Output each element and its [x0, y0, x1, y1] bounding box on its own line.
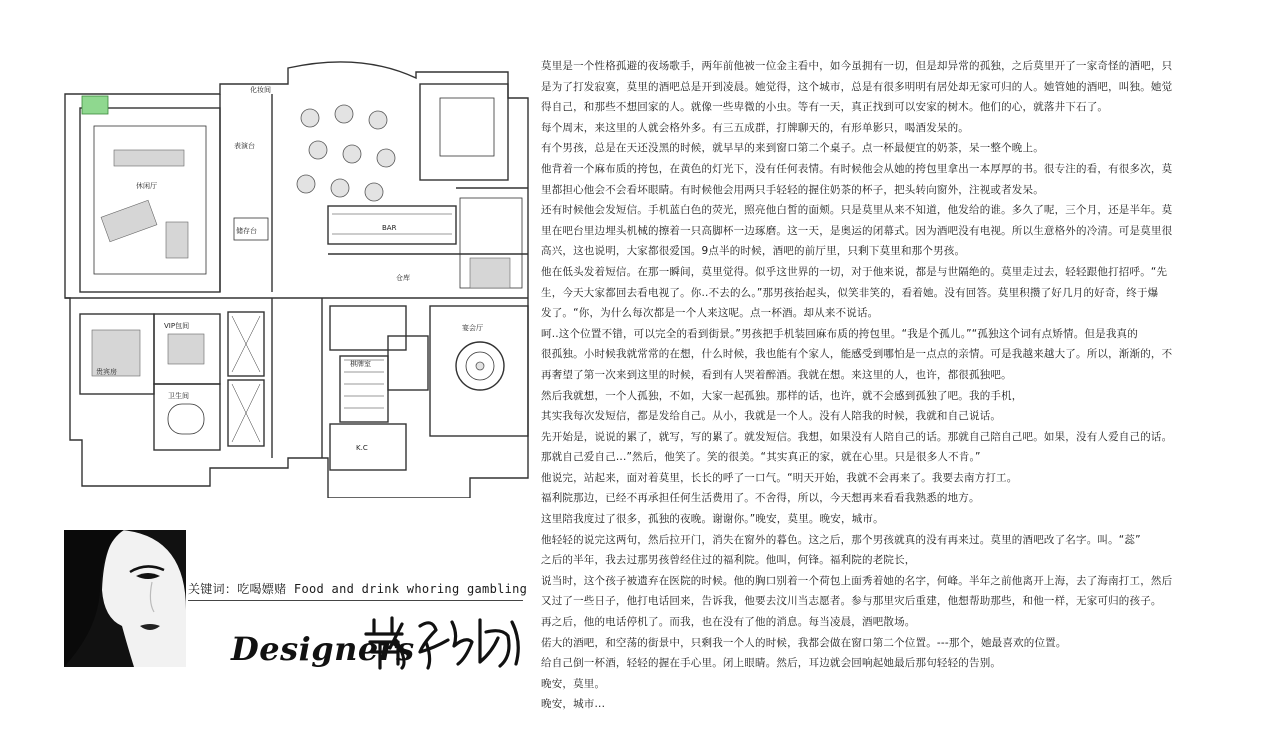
story-line: 生，今天大家都回去看电视了。你..不去的么。”那男孩抬起头，似笑非笑的，看着她。没有回答。莫里积攒了好几月的好奇，终于爆 [541, 286, 1159, 299]
story-line: 说当时，这个孩子被遗弃在医院的时候。他的胸口别着一个荷包上面秀着她的名字，何峰。半年之前他离开上海，去了海南打工，然后 [541, 574, 1173, 587]
room-label-warehouse: 仓库 [396, 274, 410, 282]
designer-signature [362, 612, 527, 670]
story-line: 那就自己爱自己...”然后，他笑了。笑的很美。“其实真正的家，就在心里。只是很多人不肯。” [541, 451, 981, 464]
room-label-vip-room: 贵宾房 [96, 368, 117, 376]
room-label-kitchen: K.C [356, 444, 368, 452]
story-line: 福利院那边，已经不再承担任何生活费用了。不舍得，所以，今天想再来看看我熟悉的地方。 [541, 492, 980, 505]
story-line: 很孤独。小时候我就常常的在想，什么时候，我也能有个家人，能感受到哪怕是一点点的亲情。可是我越来越大了。所以，渐渐的，不 [541, 348, 1173, 361]
story-line: 发了。“你，为什么每次都是一个人来这呢。点一杯酒。却从来不说话。 [541, 307, 879, 320]
keywords-line: 关键词：吃喝嫖赌 Food and drink whoring gambling [188, 582, 528, 596]
room-label-bar: BAR [382, 224, 397, 232]
story-line: 再之后，他的电话停机了。而我，也在没有了他的消息。每当凌晨，酒吧散场。 [541, 616, 916, 629]
portrait-image [64, 530, 186, 667]
story-line: 其实我每次发短信，都是发给自己。从小，我就是一个人。没有人陪我的时候，我就和自己说话。 [541, 410, 1002, 423]
story-line: 莫里是一个性格孤避的夜场歌手，两年前他被一位金主看中，如今虽拥有一切，但是却异常的孤独，之后莫里开了一家奇怪的酒吧，只 [541, 60, 1173, 72]
story-line: 里在吧台里边埋头机械的擦着一只高脚杯一边琢磨。这一天，是奥运的闭幕式。因为酒吧没有电视。所以生意格外的冷清。可是莫里很 [541, 224, 1173, 237]
room-label-storage: 储存台 [236, 227, 257, 235]
story-line: 呵..这个位置不错，可以完全的看到街景。”男孩把手机装回麻布质的挎包里。“我是个孤儿。”“孤独这个词有点矫情。但是我真的 [541, 327, 1138, 340]
story-line: 每个周末，来这里的人就会格外多。有三五成群，打牌聊天的，有形单影只，喝酒发呆的。 [541, 121, 969, 134]
story-line: 晚安，莫里。 [541, 677, 606, 690]
room-label-vip-box: VIP包间 [164, 322, 190, 330]
story-line: 他在低头发着短信。在那一瞬间，莫里觉得。似乎这世界的一切，对于他来说，都是与世隔绝的。莫里走过去，轻轻跟他打招呼。“先 [541, 265, 1168, 278]
keywords-divider [188, 600, 523, 601]
story-line: 他背着一个麻布质的挎包，在黄色的灯光下，没有任何表情。有时候他会从她的挎包里拿出一本厚厚的书。很专注的看，有很多次，莫 [541, 162, 1173, 175]
story-line: 得自己，和那些不想回家的人。就像一些卑微的小虫。等有一天，真正找到可以安家的树木。他们的心，就落井下石了。 [541, 101, 1109, 114]
room-label-private-room: 棋牌室 [350, 360, 371, 368]
story-line: 又过了一些日子，他打电话回来，告诉我，他要去汶川当志愿者。参与那里灾后重建，他想帮助那些，和他一样，无家可归的孩子。 [541, 595, 1162, 608]
story-line: 里都担心他会不会看坏眼睛。有时候他会用两只手轻轻的握住奶茶的杯子，把头转向窗外，注视或者发呆。 [541, 183, 1044, 196]
story-line: 之后的半年，我去过那男孩曾经住过的福利院。他叫，何锋。福利院的老院长， [541, 554, 916, 567]
designers-label: Designers [231, 630, 415, 668]
story-line: 他轻轻的说完这两句，然后拉开门，消失在窗外的暮色。这之后，那个男孩就真的没有再来过。莫里的酒吧改了名字。叫。“蕊” [541, 533, 1141, 546]
room-label-lounge: 休闲厅 [136, 182, 157, 190]
story-line: 晚安，城市... [541, 698, 606, 711]
floor-plan [60, 58, 530, 498]
story-line: 偌大的酒吧，和空荡的街景中，只剩我一个人的时候，我都会做在窗口第二个位置。---那个，她最喜欢的位置。 [541, 636, 1067, 649]
story-line: 还有时候他会发短信。手机蓝白色的荧光，照亮他白皙的面颊。只是莫里从来不知道，他发给的谁。多久了呢，三个月，还是半年。莫 [541, 204, 1173, 217]
story-line: 高兴，这也说明，大家都很爱国。9点半的时候，酒吧的前厅里，只剩下莫里和那个男孩。 [541, 245, 966, 258]
story-line: 是为了打发寂寞，莫里的酒吧总是开到凌晨。她觉得，这个城市，总是有很多明明有居处却无家可归的人。她管她的酒吧，叫独。她觉 [541, 80, 1173, 93]
story-line: 他说完，站起来，面对着莫里，长长的呼了一口气。“明天开始，我就不会再来了。我要去南方打工。 [541, 471, 1018, 484]
story-line: 然后我就想，一个人孤独，不如，大家一起孤独。那样的话，也许，就不会感到孤独了吧。我的手机， [541, 389, 1023, 402]
story-line: 这里陪我度过了很多，孤独的夜晚。谢谢你。”晚安，莫里。晚安，城市。 [541, 513, 884, 526]
room-label-banquet: 宴会厅 [462, 324, 483, 332]
story-text [541, 56, 1233, 715]
story-line: 先开始是，说说的累了，就写，写的累了。就发短信。我想，如果没有人陪自己的话。那就自己陪自己吧。如果，没有人爱自己的话。 [541, 430, 1173, 443]
story-line: 再奢望了第一次来到这里的时候，看到有人哭着醉酒。我就在想。来这里的人，也许，都很孤独吧。 [541, 368, 1012, 381]
room-label-stage: 表演台 [234, 142, 255, 150]
story-line: 有个男孩，总是在天还没黑的时候，就早早的来到窗口第二个桌子。点一杯最便宜的奶茶，呆一整个晚上。 [541, 142, 1044, 155]
room-label-bath: 卫生间 [168, 392, 189, 400]
story-line: 给自己倒一杯酒，轻轻的握在手心里。闭上眼睛。然后，耳边就会回响起她最后那句轻轻的告别。 [541, 657, 1002, 670]
room-label-cloakroom: 化妆间 [250, 86, 271, 94]
